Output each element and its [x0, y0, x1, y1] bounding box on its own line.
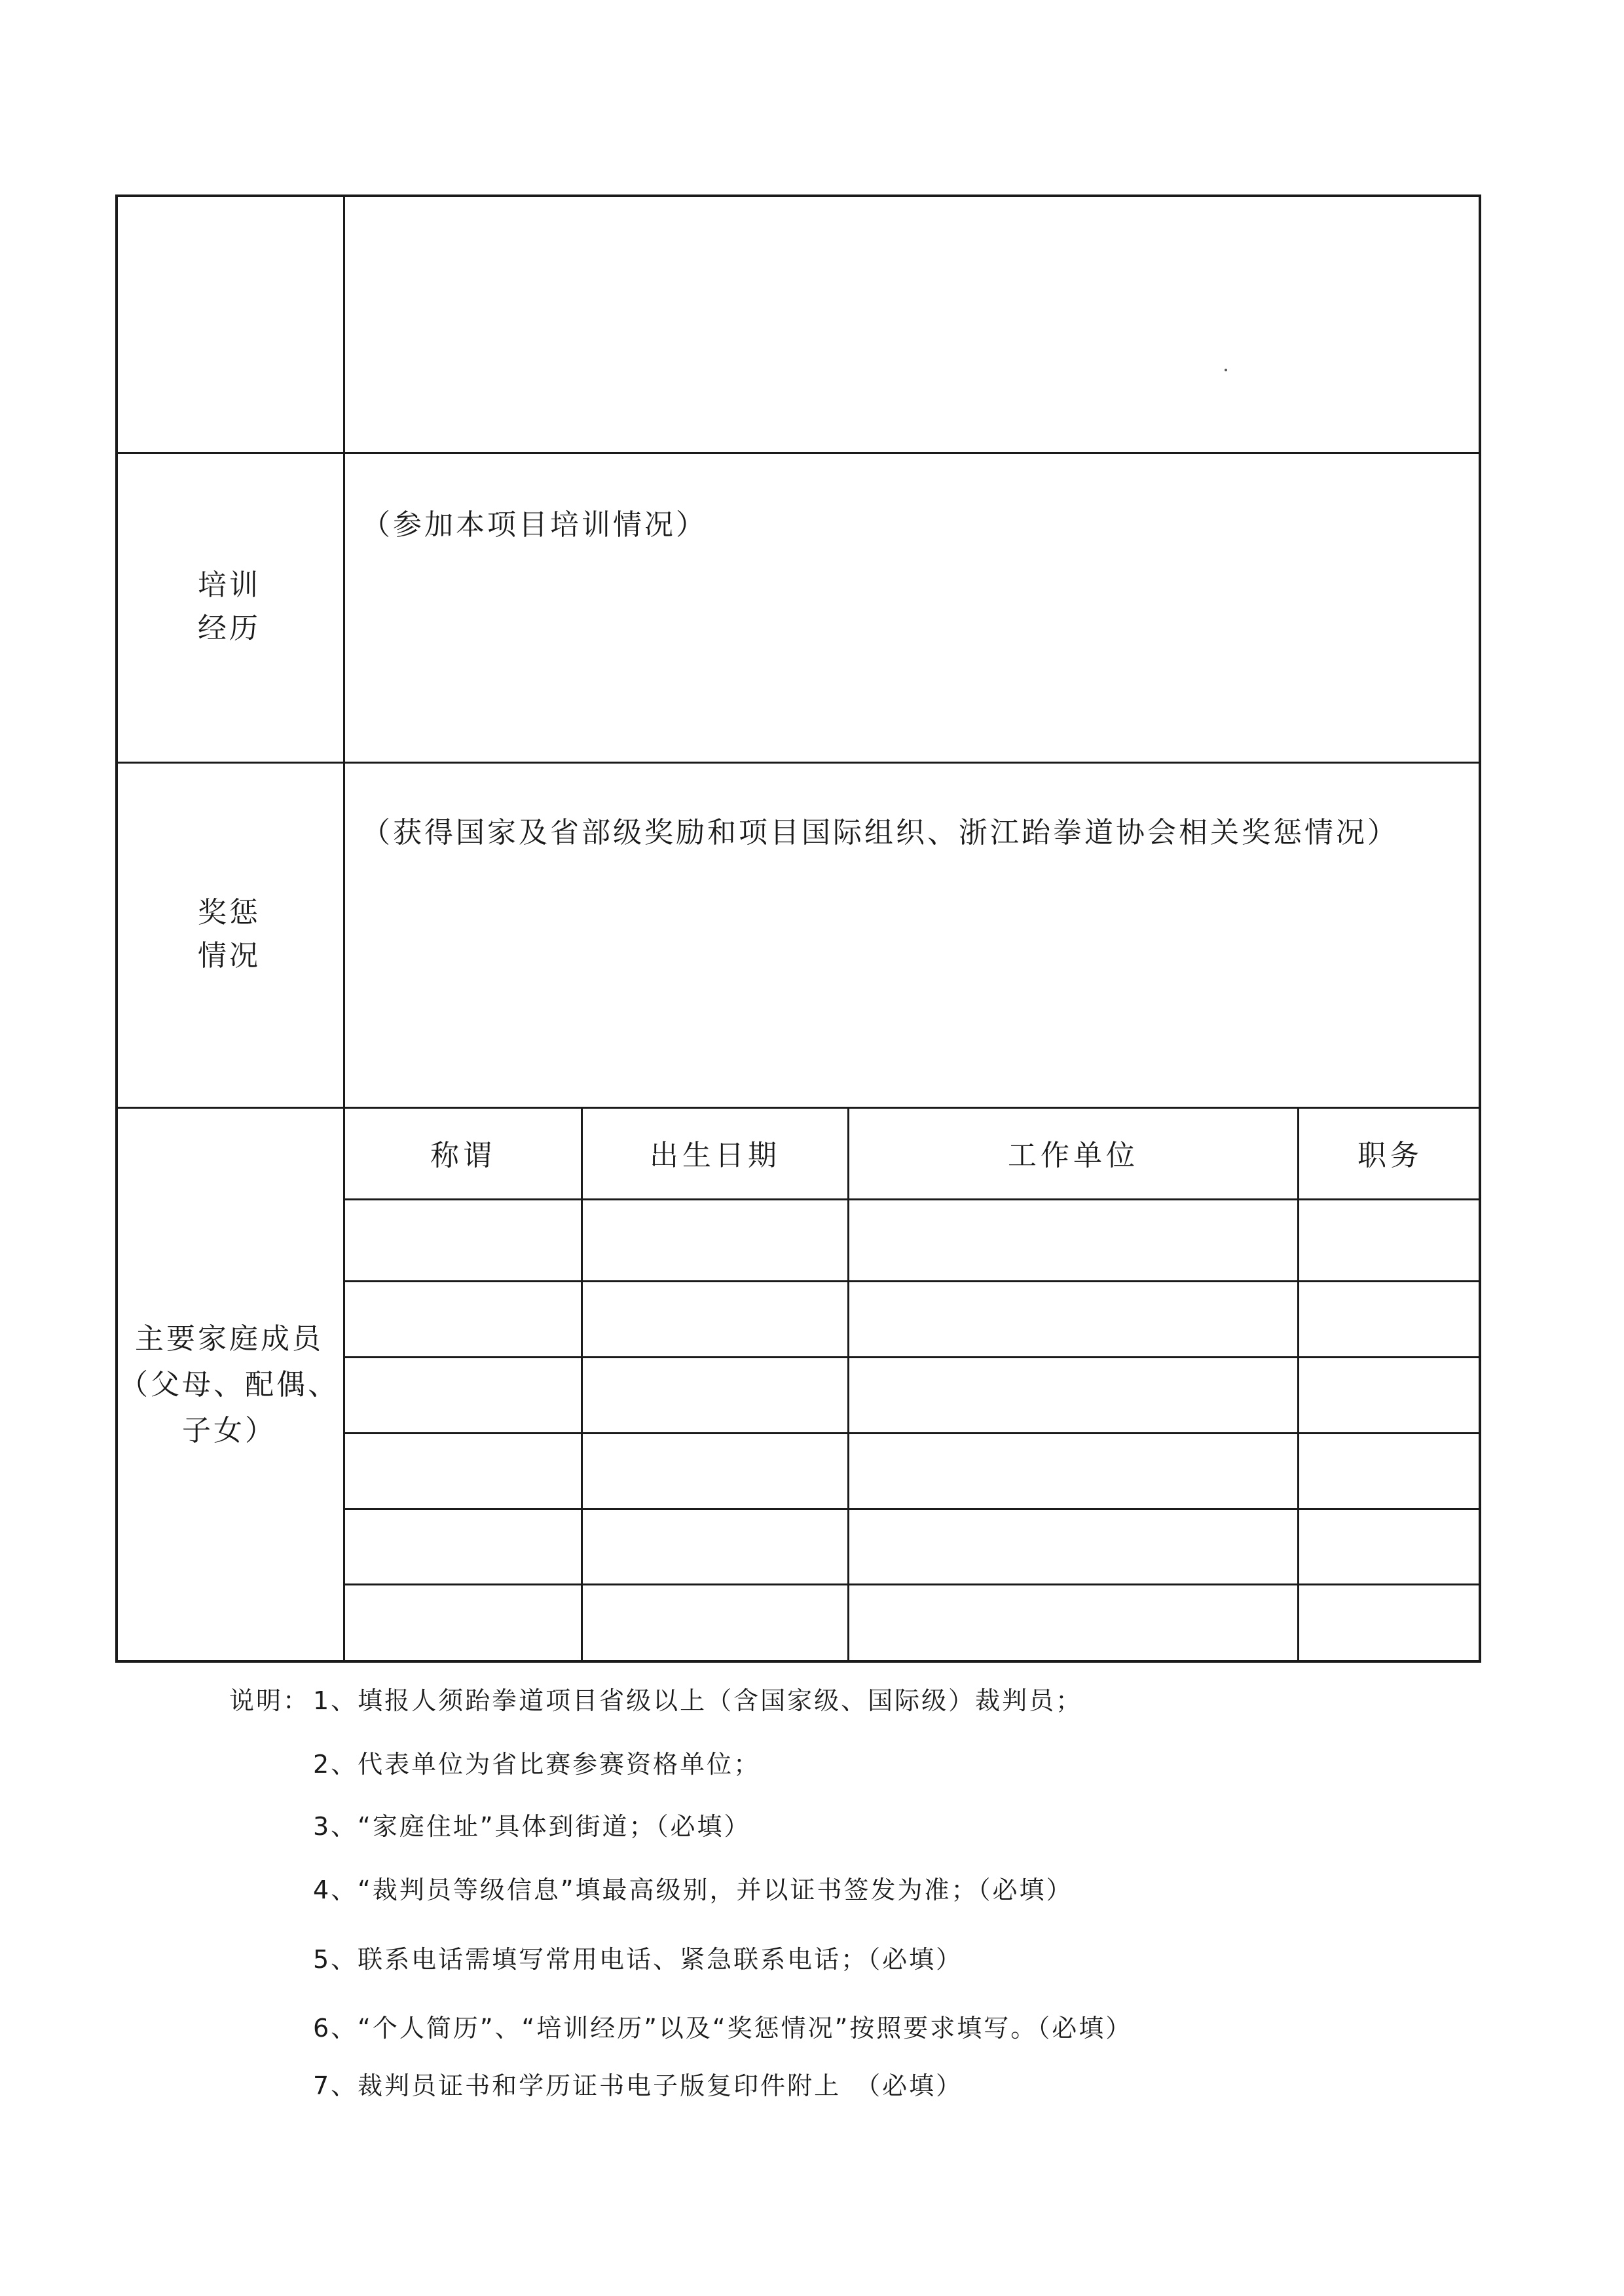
family-row[interactable] — [345, 1585, 1479, 1660]
training-label-line1: 培训 — [198, 568, 261, 602]
training-content-cell[interactable] — [345, 454, 1479, 760]
family-label-line1: 主要家庭成员 — [135, 1322, 323, 1356]
training-label — [115, 453, 343, 761]
note-item-4: 4、“裁判员等级信息”填最高级别，并以证书签发为准；（必填） — [313, 1876, 1073, 1904]
note-item-7: 7、裁判员证书和学历证书电子版复印件附上 （必填） — [313, 2071, 963, 2100]
family-row[interactable] — [345, 1510, 1479, 1583]
note-item-1: 1、填报人须跆拳道项目省级以上（含国家级、国际级）裁判员； — [313, 1686, 1083, 1715]
family-header-birthdate: 出生日期 — [650, 1139, 781, 1172]
awards-label-line2: 情况 — [198, 939, 261, 972]
family-header-workplace: 工作单位 — [1008, 1139, 1139, 1172]
family-row[interactable] — [345, 1358, 1479, 1432]
family-header-relation: 称谓 — [430, 1139, 496, 1172]
note-item-6: 6、“个人简历”、“培训经历”以及“奖惩情况”按照要求填写。（必填） — [313, 2014, 1133, 2043]
notes-prefix: 说明： — [229, 1686, 310, 1715]
awards-label-line1: 奖惩 — [198, 896, 261, 929]
note-item-2: 2、代表单位为省比赛参赛资格单位； — [313, 1750, 761, 1779]
scan-speck — [1225, 369, 1227, 371]
awards-label — [115, 763, 343, 1106]
family-label — [115, 1108, 343, 1662]
note-item-5: 5、联系电话需填写常用电话、紧急联系电话；（必填） — [313, 1945, 963, 1974]
awards-hint: （获得国家及省部级奖励和项目国际组织、浙江跆拳道协会相关奖惩情况） — [361, 816, 1399, 849]
family-row[interactable] — [345, 1200, 1479, 1280]
family-label-line2: （父母、配偶、 — [119, 1368, 339, 1401]
resume-continued-cell[interactable] — [345, 196, 1479, 451]
note-item-3: 3、“家庭住址”具体到街道；（必填） — [313, 1812, 751, 1841]
family-header-position: 职务 — [1357, 1139, 1423, 1172]
training-label-line2: 经历 — [198, 612, 261, 645]
training-hint: （参加本项目培训情况） — [361, 508, 707, 542]
family-row[interactable] — [345, 1282, 1479, 1356]
family-row[interactable] — [345, 1434, 1479, 1508]
family-label-line3: 子女） — [182, 1414, 276, 1447]
